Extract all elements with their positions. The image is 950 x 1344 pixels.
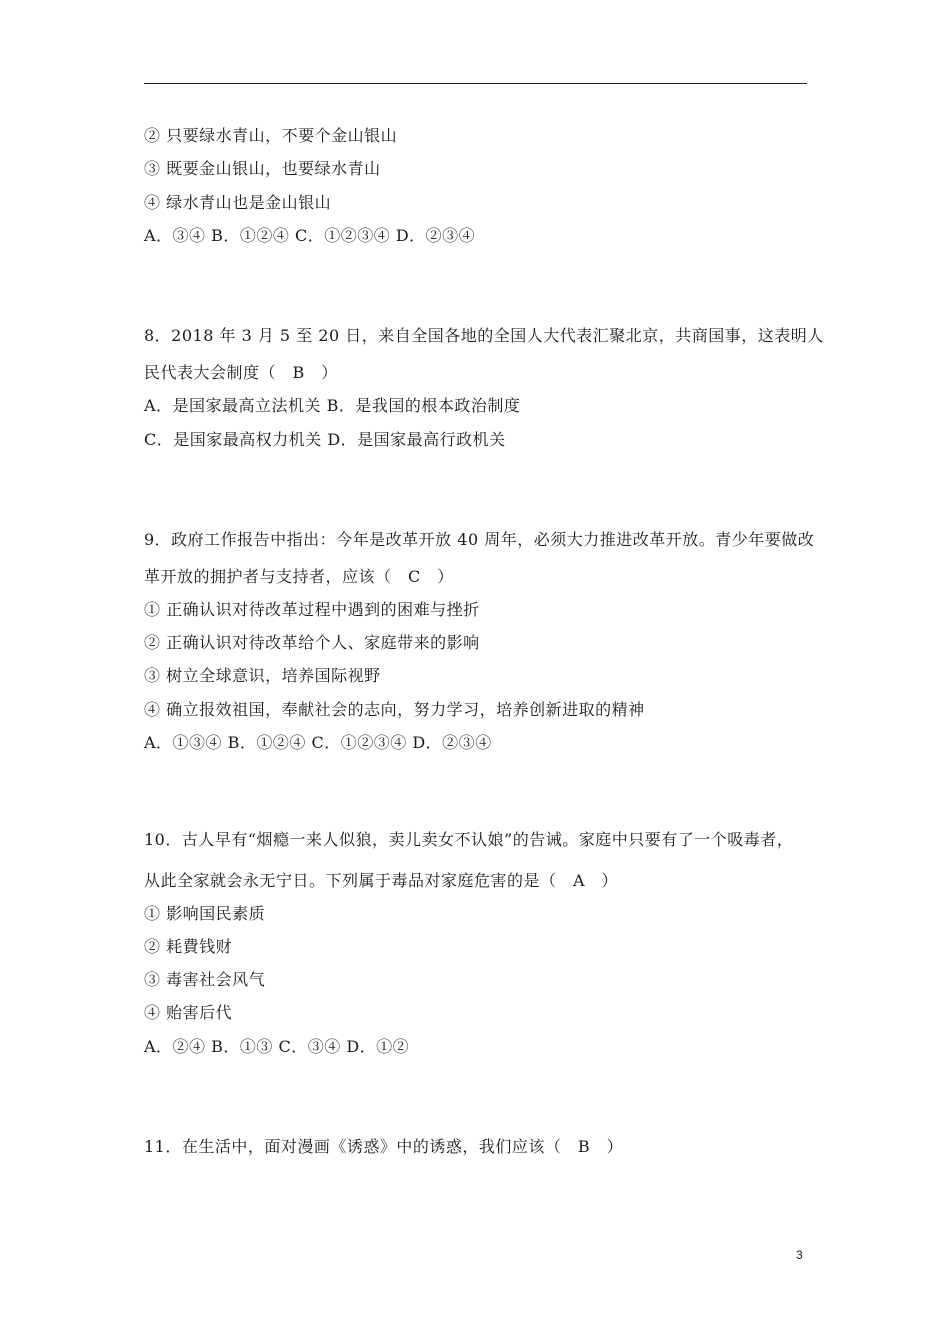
- option-line: ④ 绿水青山也是金山银山: [144, 193, 332, 212]
- question-9-option: ② 正确认识对待改革给个人、家庭带来的影响: [144, 633, 480, 652]
- question-10-option: ① 影响国民素质: [144, 904, 266, 923]
- page-number: 3: [796, 1248, 803, 1262]
- question-9-option: ③ 树立全球意识，培养国际视野: [144, 666, 381, 685]
- question-10-option: ④ 贻害后代: [144, 1003, 233, 1022]
- question-9-option: ① 正确认识对待改革过程中遇到的困难与挫折: [144, 600, 480, 619]
- question-11-stem: 11．在生活中，面对漫画《诱惑》中的诱惑，我们应该（ B ）: [144, 1137, 624, 1156]
- choices-line: A．③④ B．①②④ C．①②③④ D．②③④: [144, 226, 476, 245]
- question-10-stem: 10．古人早有“烟瘾一来人似狼，卖儿卖女不认娘”的告诫。家庭中只要有了一个吸毒者，: [144, 830, 794, 849]
- question-9-stem: 革开放的拥护者与支持者，应该（ C ）: [144, 567, 454, 586]
- option-line: ② 只要绿水青山，不要个金山银山: [144, 126, 398, 145]
- question-8-choices: C．是国家最高权力机关 D．是国家最高行政机关: [144, 430, 506, 449]
- question-9-option: ④ 确立报效祖国，奉献社会的志向，努力学习，培养创新进取的精神: [144, 700, 645, 719]
- question-10-option: ② 耗費钱财: [144, 937, 233, 956]
- question-9-choices: A．①③④ B．①②④ C．①②③④ D．②③④: [144, 733, 492, 752]
- question-8-stem: 8．2018 年 3 月 5 至 20 日，来自全国各地的全国人大代表汇聚北京，共商国事，这表明人: [144, 326, 824, 345]
- question-8-choices: A．是国家最高立法机关 B．是我国的根本政治制度: [144, 396, 521, 415]
- question-10-choices: A．②④ B．①③ C．③④ D．①②: [144, 1037, 410, 1056]
- question-10-option: ③ 毒害社会风气: [144, 970, 266, 989]
- question-10-stem: 从此全家就会永无宁日。下列属于毒品对家庭危害的是（ A ）: [144, 871, 619, 890]
- question-8-stem: 民代表大会制度（ B ）: [144, 363, 338, 382]
- header-rule: [144, 83, 807, 84]
- question-9-stem: 9．政府工作报告中指出：今年是改革开放 40 周年，必须大力推进改革开放。青少年要做改: [144, 530, 815, 549]
- option-line: ③ 既要金山银山，也要绿水青山: [144, 159, 381, 178]
